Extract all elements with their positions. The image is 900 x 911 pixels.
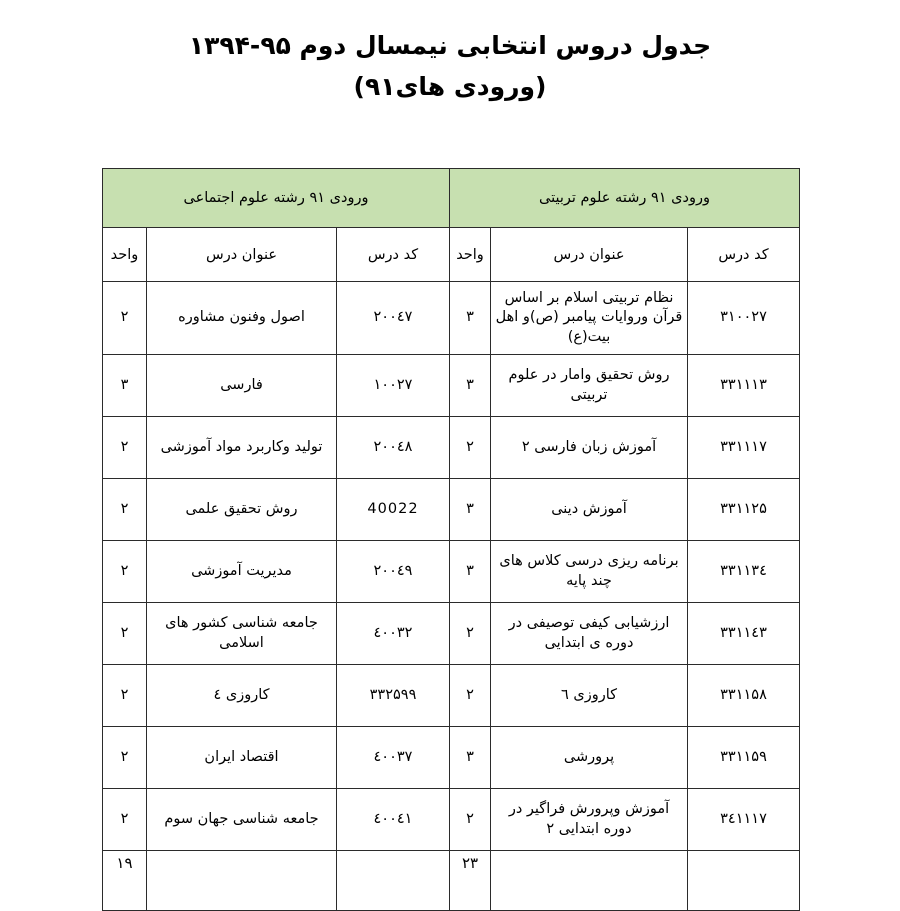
course-unit: ۳ [450, 282, 491, 355]
table-row [102, 665, 799, 727]
column-header-row [102, 228, 799, 282]
group-header-social-sciences: ورودی ۹۱ رشته علوم اجتماعی [102, 169, 449, 228]
page-title: جدول دروس انتخابی نیمسال دوم ۹۵-۱۳۹۴ [188, 31, 712, 60]
course-name: کاروزی ٤ [147, 665, 337, 727]
course-unit: ۲ [102, 282, 146, 355]
course-name: آموزش وپرورش فراگیر در دوره ابتدایی ۲ [491, 789, 688, 851]
course-name: جامعه شناسی جهان سوم [147, 789, 337, 851]
course-name: اصول وفنون مشاوره [147, 282, 337, 355]
course-name: مدیریت آموزشی [147, 541, 337, 603]
total-name-right [491, 851, 688, 911]
page-subtitle: (ورودی های۹۱) [353, 71, 547, 101]
total-code-right [688, 851, 800, 911]
col-header-unit-left: واحد [102, 228, 146, 282]
group-header-row [102, 169, 799, 228]
course-code: ٤۰۰٤۱ [337, 789, 450, 851]
course-code: ۳۳۱۱٤۳ [688, 603, 800, 665]
course-unit: ۳ [450, 479, 491, 541]
course-name: پرورشی [491, 727, 688, 789]
col-header-unit-right: واحد [450, 228, 491, 282]
table-row [102, 417, 799, 479]
course-name: جامعه شناسی کشور های اسلامی [147, 603, 337, 665]
table-row [102, 541, 799, 603]
course-code: ۳۳۱۱۳٤ [688, 541, 800, 603]
course-code: ۱۰۰۲۷ [337, 355, 450, 417]
course-unit: ۲ [450, 603, 491, 665]
table-row [102, 789, 799, 851]
course-unit: ۲ [102, 541, 146, 603]
col-header-code-left: کد درس [337, 228, 450, 282]
course-name: آموزش زبان فارسی ۲ [491, 417, 688, 479]
table-row [102, 479, 799, 541]
course-unit: ۳ [450, 727, 491, 789]
course-code: ۳٤۱۱۱۷ [688, 789, 800, 851]
course-code: ۳۳۱۱۱۳ [688, 355, 800, 417]
course-code: ۲۰۰٤۸ [337, 417, 450, 479]
course-name: فارسی [147, 355, 337, 417]
course-name: روش تحقیق وامار در علوم تربیتی [491, 355, 688, 417]
course-unit: ۳ [450, 355, 491, 417]
course-name: روش تحقیق علمی [147, 479, 337, 541]
course-unit: ۲ [450, 665, 491, 727]
course-unit: ۲ [102, 479, 146, 541]
col-header-code-right: کد درس [688, 228, 800, 282]
course-code: ٤۰۰۳۲ [337, 603, 450, 665]
course-code: 40022 [337, 479, 450, 541]
course-name: کاروزی ٦ [491, 665, 688, 727]
table-row [102, 727, 799, 789]
total-name-left [147, 851, 337, 911]
table-body [102, 282, 799, 911]
document-title-block [0, 0, 900, 107]
course-unit: ۲ [450, 417, 491, 479]
course-unit: ۲ [102, 417, 146, 479]
course-code: ٤۰۰۳۷ [337, 727, 450, 789]
course-unit: ۲ [450, 789, 491, 851]
courses-table-container [103, 168, 800, 911]
course-code: ۳۳۱۱۵۸ [688, 665, 800, 727]
total-units-left: ۱۹ [102, 851, 146, 911]
course-name: تولید وکاربرد مواد آموزشی [147, 417, 337, 479]
course-name: اقتصاد ایران [147, 727, 337, 789]
course-unit: ۲ [102, 789, 146, 851]
col-header-name-left: عنوان درس [147, 228, 337, 282]
course-unit: ۲ [102, 603, 146, 665]
course-unit: ۳ [102, 355, 146, 417]
course-code: ۳۳۱۱۲۵ [688, 479, 800, 541]
table-row [102, 282, 799, 355]
course-unit: ۲ [102, 665, 146, 727]
course-name: ارزشیابی کیفی توصیفی در دوره ی ابتدایی [491, 603, 688, 665]
course-code: ۲۰۰٤۷ [337, 282, 450, 355]
course-unit: ۲ [102, 727, 146, 789]
col-header-name-right: عنوان درس [491, 228, 688, 282]
course-unit: ۳ [450, 541, 491, 603]
course-code: ۲۰۰٤۹ [337, 541, 450, 603]
course-code: ۳۱۰۰۲۷ [688, 282, 800, 355]
courses-table [102, 168, 800, 911]
group-header-educational-sciences: ورودی ۹۱ رشته علوم تربیتی [450, 169, 800, 228]
course-code: ۳۳۱۱۱۷ [688, 417, 800, 479]
table-row [102, 355, 799, 417]
totals-row [102, 851, 799, 911]
course-name: نظام تربیتی اسلام بر اساس قرآن وروایات پیامبر (ص)و اهل بیت(ع) [491, 282, 688, 355]
total-units-right: ۲۳ [450, 851, 491, 911]
course-name: آموزش دینی [491, 479, 688, 541]
total-code-left [337, 851, 450, 911]
table-row [102, 603, 799, 665]
course-code: ۳۳۱۱۵۹ [688, 727, 800, 789]
course-name: برنامه ریزی درسی کلاس های چند پایه [491, 541, 688, 603]
course-code: ۳۳۲۵۹۹ [337, 665, 450, 727]
table-head [102, 169, 799, 282]
